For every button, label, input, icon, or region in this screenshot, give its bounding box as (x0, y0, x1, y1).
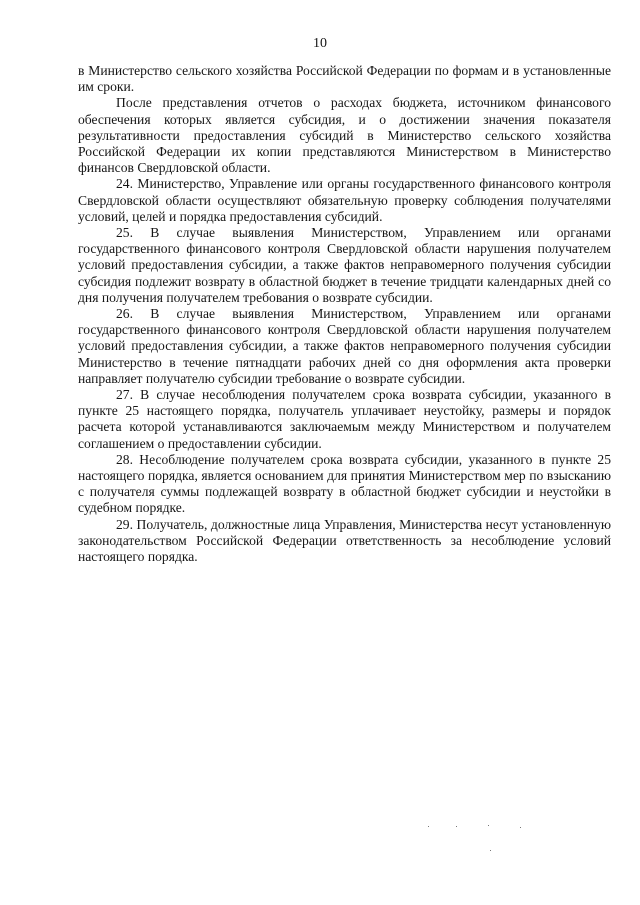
paragraph-reports-copies: После представления отчетов о расходах бюджета, источником финансового обеспечения которых является субсидия, и о достижении значения показателя результативности предоставления субсидий в Министерство сельского хозяйства Российской Федерации их копии представляются Министерством в Министерство финансов Свердловской области. (78, 95, 611, 176)
paragraph-27: 27. В случае несоблюдения получателем срока возврата субсидии, указанного в пункте 25 настоящего порядка, получатель уплачивает неустойку, размеры и порядок расчета которой устанавливаются заключаемым между Министерством и получателем соглашением о предоставлении субсидии. (78, 387, 611, 451)
scan-speck (428, 826, 429, 827)
paragraph-29: 29. Получатель, должностные лица Управления, Министерства несут установленную законодательством Российской Федерации ответственность за несоблюдение условий настоящего порядка. (78, 516, 611, 565)
paragraph-continuation: в Министерство сельского хозяйства Российской Федерации по формам и в установленные им сроки. (78, 63, 611, 95)
document-body (78, 63, 611, 565)
paragraph-28: 28. Несоблюдение получателем срока возврата субсидии, указанного в пункте 25 настоящего порядка, является основанием для принятия Министерством мер по взысканию с получателя суммы подлежащей возврату в областной бюджет субсидии и неустойки в судебном порядке. (78, 451, 611, 516)
paragraph-26: 26. В случае выявления Министерством, Управлением или органами государственного финансового контроля Свердловской области нарушения получателем условий предоставления субсидии, а также фактов неправомерного получения субсидии Министерство в течение пятнадцати рабочих дней со дня оформления акта проверки направляет получателю субсидии требование о возврате субсидии. (78, 306, 611, 386)
scan-speck (488, 825, 489, 826)
scan-speck (490, 850, 491, 851)
paragraph-24: 24. Министерство, Управление или органы государственного финансового контроля Свердловской области осуществляют обязательную проверку соблюдения получателями условий, целей и порядка предоставления субсидий. (78, 176, 611, 224)
scan-speck (456, 826, 457, 827)
scan-speck (520, 827, 521, 828)
paragraph-25: 25. В случае выявления Министерством, Управлением или органами государственного финансового контроля Свердловской области нарушения получателем условий предоставления субсидии, а также фактов неправомерного получения субсидии субсидия подлежит возврату в областной бюджет в течение тридцати календарных дней со дня получения получателем требования о возврате субсидии. (78, 225, 611, 305)
scan-specks (420, 820, 540, 860)
page-number: 10 (313, 36, 327, 51)
